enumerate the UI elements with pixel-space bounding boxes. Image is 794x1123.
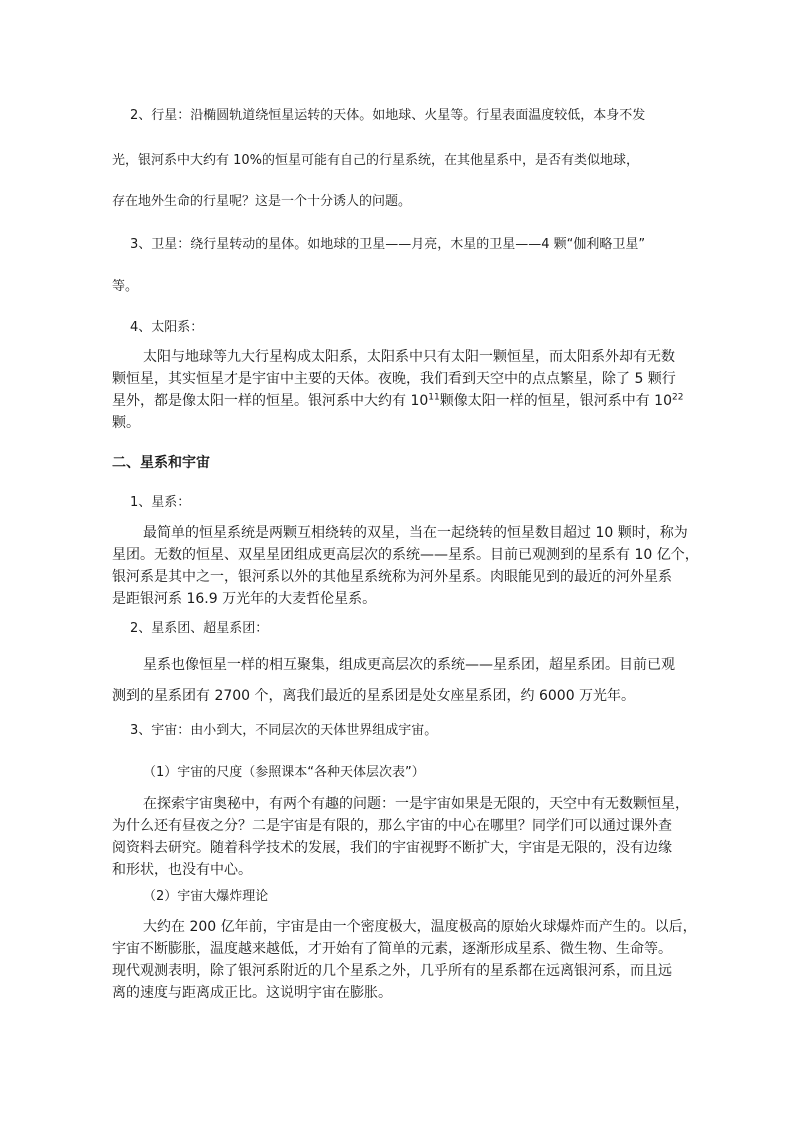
galaxy-line-1: 最简单的恒星系统是两颗互相绕转的双星，当在一起绕转的恒星数目超过 10 颗时，称为 — [143, 525, 688, 541]
universe-bigbang-title: （2）宇宙大爆炸理论 — [143, 889, 269, 904]
solar-line-1: 太阳与地球等九大行星构成太阳系，太阳系中只有太阳一颗恒星，而太阳系外却有无数 — [143, 349, 675, 365]
satellite-line-2: 等。 — [112, 279, 139, 294]
solar-line-3-mid: 颗像太阳一样的恒星，银河系中有 10 — [439, 393, 672, 409]
scale-line-3: 阅资料去研究。随着科学技术的发展，我们的宇宙视野不断扩大，宇宙是无限的，没有边缘 — [112, 840, 672, 856]
planet-line-1: 2、行星：沿椭圆轨道绕恒星运转的天体。如地球、火星等。行星表面温度较低，本身不发 — [130, 108, 646, 123]
galaxy-line-3: 银河系是其中之一，银河系以外的其他星系统称为河外星系。肉眼能见到的最近的河外星系 — [112, 569, 672, 585]
cluster-title: 2、星系团、超星系团： — [130, 621, 269, 636]
solar-line-4: 颗。 — [112, 415, 140, 431]
solar-line-3-pre: 星外，都是像太阳一样的恒星。银河系中大约有 10 — [112, 393, 429, 409]
scale-line-2: 为什么还有昼夜之分？二是宇宙是有限的，那么宇宙的中心在哪里？同学们可以通过课外查 — [112, 818, 672, 834]
galaxy-line-2: 星团。无数的恒星、双星星团组成更高层次的系统——星系。目前已观测到的星系有 10 亿个， — [112, 547, 699, 563]
solar-line-2: 颗恒星，其实恒星才是宇宙中主要的天体。夜晚，我们看到天空中的点点繁星，除了 5 颗行 — [112, 371, 676, 387]
solar-system-title: 4、太阳系： — [130, 320, 204, 335]
scale-line-4: 和形状，也没有中心。 — [112, 862, 252, 878]
exponent-11: 11 — [428, 392, 440, 403]
satellite-line-1: 3、卫星：绕行星转动的星体。如地球的卫星——月亮，木星的卫星——4 颗“伽利略卫星” — [130, 237, 646, 252]
galaxy-line-4: 是距银河系 16.9 万光年的大麦哲伦星系。 — [112, 591, 377, 607]
planet-line-3: 存在地外生命的行星呢？这是一个十分诱人的问题。 — [112, 194, 412, 209]
planet-line-2: 光，银河系中大约有 10%的恒星可能有自己的行星系统，在其他星系中，是否有类似地球， — [112, 153, 640, 168]
exponent-22: 22 — [671, 392, 684, 403]
scale-line-1: 在探索宇宙奥秘中，有两个有趣的问题：一是宇宙如果是无限的，天空中有无数颗恒星， — [143, 796, 689, 812]
universe-title: 3、宇宙：由小到大，不同层次的天体世界组成宇宙。 — [130, 723, 438, 738]
section-heading-2: 二、星系和宇宙 — [112, 455, 210, 471]
cluster-line-2: 测到的星系团有 2700 个，离我们最近的星系团是处女座星系团，约 6000 万光年。 — [112, 688, 636, 704]
galaxy-title: 1、星系： — [130, 495, 191, 510]
bigbang-line-2: 宇宙不断膨胀，温度越来越低，才开始有了简单的元素，逐渐形成星系、微生物、生命等。 — [112, 941, 672, 957]
solar-line-3 — [112, 392, 683, 410]
bigbang-line-4: 离的速度与距离成正比。这说明宇宙在膨胀。 — [112, 985, 392, 1001]
bigbang-line-1: 大约在 200 亿年前，宇宙是由一个密度极大，温度极高的原始火球爆炸而产生的。以后， — [143, 919, 697, 935]
universe-scale-title: （1）宇宙的尺度（参照课本“各种天体层次表”） — [143, 765, 425, 780]
cluster-line-1: 星系也像恒星一样的相互聚集，组成更高层次的系统——星系团，超星系团。目前已观 — [143, 657, 675, 673]
bigbang-line-3: 现代观测表明，除了银河系附近的几个星系之外，几乎所有的星系都在远离银河系，而且远 — [112, 963, 672, 979]
